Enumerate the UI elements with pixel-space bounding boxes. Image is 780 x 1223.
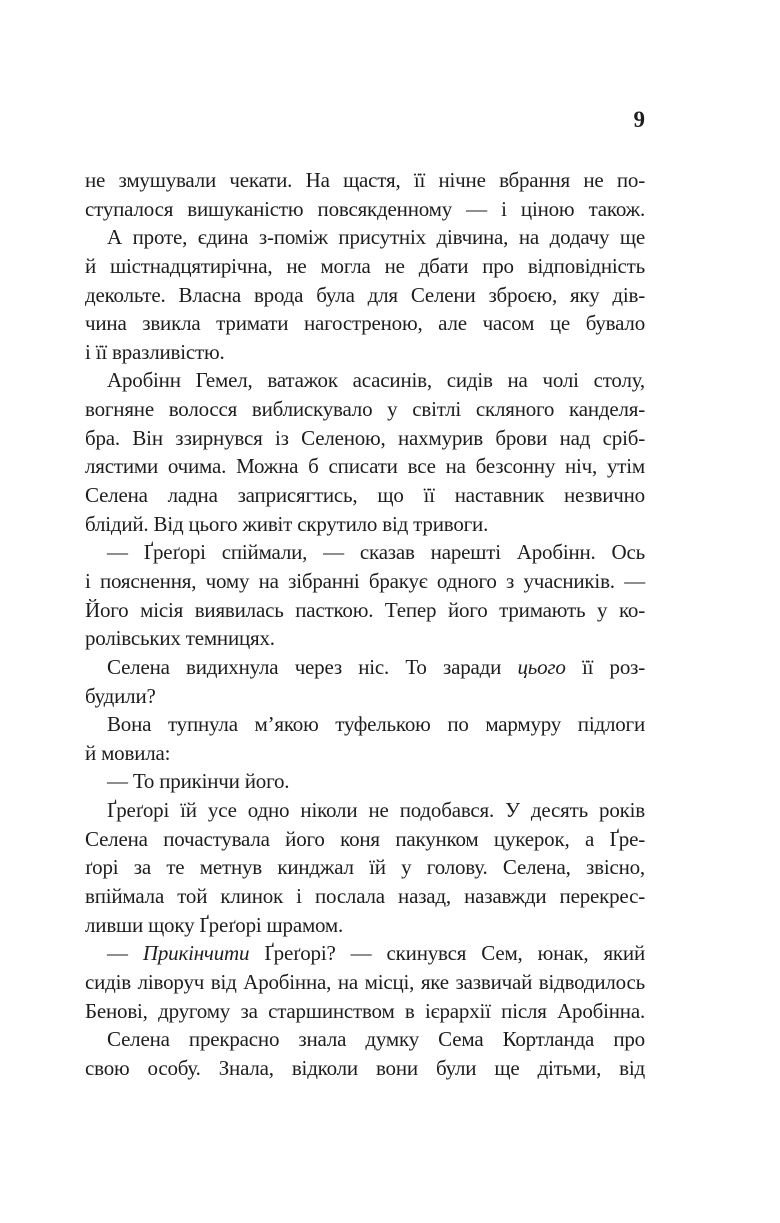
- text-line: [85, 309, 645, 338]
- text-line: [85, 567, 645, 596]
- text-line: [85, 968, 645, 997]
- text-segment: й шістнадцятирічна, не могла не дбати про відповідність: [85, 253, 645, 278]
- text-segment: і пояснення, чому на зібранні бракує одного з учасників. —: [85, 568, 645, 593]
- text-segment: сидів ліворуч від Аробінна, на місці, яке зазвичай відводилось: [85, 969, 645, 994]
- text-line: [85, 223, 645, 252]
- text-segment: — То прикінчи його.: [107, 769, 290, 794]
- text-segment: Ґреґорі? — скинувся Сем, юнак, який: [249, 941, 645, 966]
- text-line: [85, 481, 645, 510]
- text-line: [85, 911, 645, 940]
- text-segment: і її вразливістю.: [85, 339, 225, 364]
- text-segment: впіймала той клинок і послала назад, назавжди перекрес-: [85, 884, 645, 909]
- text-segment: чина звикла тримати нагостреною, але часом це бувало: [85, 311, 645, 336]
- text-segment: ролівських темницях.: [85, 626, 275, 651]
- text-line: [85, 538, 645, 567]
- text-segment: її роз-: [565, 654, 646, 679]
- text-segment: ступалося вишуканістю повсякденному — і ціною також.: [85, 196, 645, 221]
- text-segment: Його місія виявилась пасткою. Тепер його тримають у ко-: [85, 597, 645, 622]
- text-line: [85, 596, 645, 625]
- text-line: [85, 882, 645, 911]
- text-segment: Селена видихнула через ніс. То заради: [107, 654, 518, 679]
- text-line: [85, 338, 645, 367]
- text-segment: ливши щоку Ґреґорі шрамом.: [85, 912, 344, 937]
- text-line: [85, 424, 645, 453]
- text-line: [85, 997, 645, 1026]
- text-line: [85, 853, 645, 882]
- italic-text-segment: цього: [517, 654, 566, 679]
- text-line: [85, 939, 645, 968]
- text-line: [85, 767, 645, 796]
- text-line: [85, 281, 645, 310]
- text-segment: Ґреґорі їй усе одно ніколи не подобався. У десять років: [107, 798, 645, 823]
- text-line: [85, 452, 645, 481]
- text-segment: й мовила:: [85, 740, 171, 765]
- text-segment: ґорі за те метнув кинджал їй у голову. Селена, звісно,: [85, 855, 645, 880]
- text-segment: Селена ладна заприсягтись, що її наставник незвично: [85, 483, 645, 508]
- text-segment: лястими очима. Можна б списати все на безсонну ніч, утім: [85, 454, 645, 479]
- text-line: [85, 796, 645, 825]
- text-segment: будили?: [85, 683, 156, 708]
- text-line: [85, 195, 645, 224]
- text-line: [85, 510, 645, 539]
- text-segment: блідий. Від цього живіт скрутило від тривоги.: [85, 511, 489, 536]
- text-segment: декольте. Власна врода була для Селени зброєю, яку дів-: [85, 282, 645, 307]
- italic-text-segment: Прикінчити: [142, 941, 250, 966]
- text-line: [85, 395, 645, 424]
- text-segment: Вона тупнула м’якою туфелькою по мармуру підлоги: [107, 712, 645, 737]
- text-segment: свою особу. Знала, відколи вони були ще дітьми, від: [85, 1055, 645, 1080]
- text-line: [85, 710, 645, 739]
- text-line: [85, 624, 645, 653]
- text-line: [85, 1054, 645, 1083]
- text-segment: А проте, єдина з-поміж присутніх дівчина, на додачу ще: [107, 225, 645, 250]
- text-line: [85, 682, 645, 711]
- text-line: [85, 366, 645, 395]
- text-segment: Аробінн Гемел, ватажок асасинів, сидів на чолі столу,: [107, 368, 645, 393]
- text-segment: вогняне волосся виблискувало у світлі скляного канделя-: [85, 397, 645, 422]
- text-segment: бра. Він ззирнувся із Селеною, нахмурив брови над сріб-: [85, 425, 645, 450]
- text-segment: не змушували чекати. На щастя, її нічне вбрання не по-: [85, 168, 645, 192]
- text-line: [85, 825, 645, 854]
- text-line: [85, 739, 645, 768]
- text-line: [85, 653, 645, 682]
- page-number: 9: [633, 107, 645, 132]
- text-segment: Селена прекрасно знала думку Сема Кортланда про: [107, 1027, 645, 1052]
- text-line: [85, 1025, 645, 1054]
- text-segment: Бенові, другому за старшинством в ієрархії після Аробінна.: [85, 998, 645, 1023]
- text-segment: — Ґреґорі спіймали, — сказав нарешті Аробінн. Ось: [107, 540, 645, 565]
- text-segment: Селена почастувала його коня пакунком цукерок, а Ґре-: [85, 826, 645, 851]
- text-segment: —: [107, 941, 143, 966]
- text-line: [85, 252, 645, 281]
- text-block: [85, 166, 645, 1083]
- text-line: [85, 166, 645, 195]
